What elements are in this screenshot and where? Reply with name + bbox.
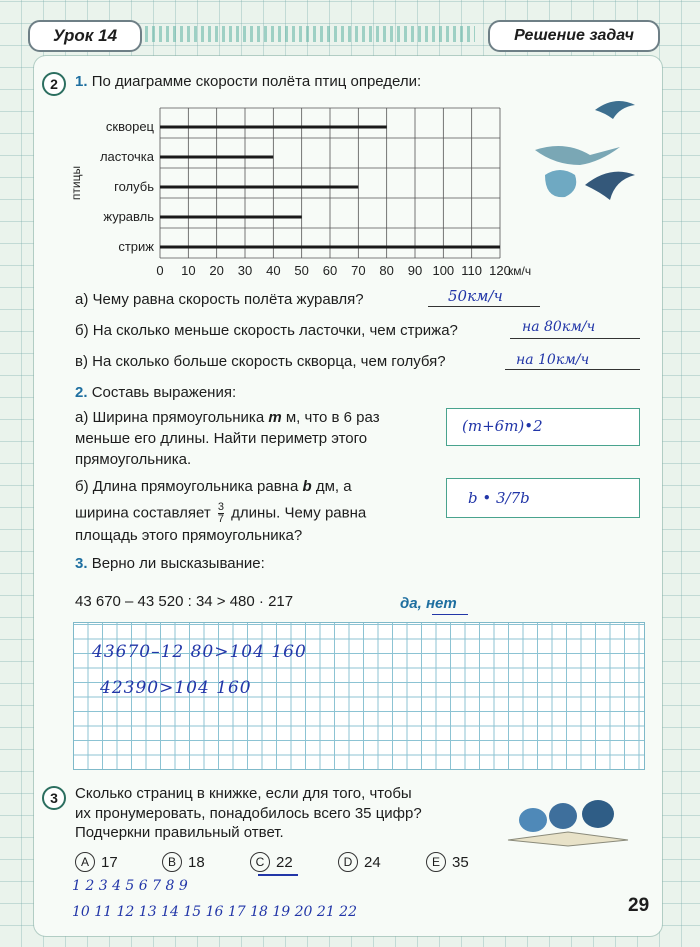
question-c: в) На сколько больше скорость скворца, чем голубя? [75, 353, 446, 370]
task-badge-2: 2 [42, 72, 66, 96]
option-d[interactable] [338, 852, 381, 872]
expr-a-line2: меньше его длины. Найти периметр этого [75, 430, 368, 447]
answer-a-line [428, 306, 540, 307]
underline-no [432, 614, 468, 615]
x-tick-label: 10 [181, 263, 196, 278]
option-b[interactable] [162, 852, 205, 872]
item3-text: Верно ли высказывание: [91, 555, 265, 572]
underline-answer [258, 874, 298, 876]
option-c-value: 22 [276, 853, 293, 871]
expr-b-var: b [302, 478, 312, 495]
topic-label: Решение задач [488, 20, 660, 52]
x-tick-label: 0 [156, 263, 164, 278]
option-d-value: 24 [364, 853, 381, 871]
x-tick-label: 120 [489, 263, 511, 278]
x-tick-label: 100 [432, 263, 455, 278]
expr-b-line1 [75, 477, 352, 497]
option-b-letter: В [162, 852, 182, 872]
option-b-value: 18 [188, 853, 205, 871]
answer-c: на 10км/ч [516, 352, 590, 368]
yes-no: да, нет [400, 595, 457, 612]
x-tick-label: 80 [379, 263, 394, 278]
item3-heading [75, 554, 265, 574]
option-d-letter: D [338, 852, 358, 872]
expr-b-line1-text: б) Длина прямоугольника равна [75, 478, 299, 495]
x-tick-label: 110 [461, 263, 483, 278]
expr-b-line3: площадь этого прямоугольника? [75, 527, 303, 544]
task3-line2: их пронумеровать, понадобилось всего 35 цифр? [75, 805, 422, 822]
item2-number: 2. [75, 384, 88, 401]
task3-work-row1: 1 2 3 4 5 6 7 8 9 [72, 878, 188, 894]
x-tick-label: 50 [294, 263, 309, 278]
x-tick-label: 60 [322, 263, 338, 278]
expr-a-line1 [75, 408, 380, 428]
question-a: а) Чему равна скорость полёта журавля? [75, 291, 364, 308]
category-label: журавль [103, 209, 154, 224]
answer-c-line [505, 369, 640, 370]
x-tick-label: 70 [351, 263, 366, 278]
expr-b-line1-rest: дм, а [315, 478, 352, 495]
work-line-2: 42390>104 160 [100, 678, 252, 698]
expr-b-line2a: ширина составляет [75, 504, 211, 522]
category-label: скворец [105, 119, 154, 134]
item1-number: 1. [75, 73, 88, 90]
expr-b-line2 [75, 502, 366, 525]
item2-heading [75, 383, 236, 403]
lesson-label: Урок 14 [28, 20, 142, 52]
y-axis-label: птицы [69, 165, 83, 201]
answer-b-line [510, 338, 640, 339]
task3-line3: Подчеркни правильный ответ. [75, 824, 284, 841]
birds-illustration [525, 90, 645, 220]
birds-reading-illustration [498, 790, 638, 850]
item2-text: Составь выражения: [91, 384, 237, 401]
fraction-numerator: 3 [217, 501, 224, 513]
task-badge-3: 3 [42, 786, 66, 810]
expr-a-line1-text: а) Ширина прямоугольника [75, 409, 265, 426]
option-a-value: 17 [101, 853, 118, 871]
x-tick-label: 40 [266, 263, 281, 278]
item1-text: По диаграмме скорости полёта птиц определи: [91, 73, 422, 90]
work-line-1: 43670–12 80>104 160 [92, 642, 307, 662]
option-e-value: 35 [452, 853, 469, 871]
x-tick-label: 20 [209, 263, 224, 278]
question-b: б) На сколько меньше скорость ласточки, чем стрижа? [75, 322, 458, 339]
expr-b-answer: b • 3/7b [468, 489, 530, 507]
expr-b-line2b: длины. Чему равна [231, 504, 367, 522]
fraction-denominator: 7 [217, 513, 224, 525]
page-number: 29 [628, 895, 650, 916]
x-tick-label: 90 [407, 263, 423, 278]
header-decoration [145, 26, 475, 42]
expr-a-line1-rest: м, что в 6 раз [285, 409, 380, 426]
bird-speed-chart [60, 100, 540, 290]
expr-a-line3: прямоугольника. [75, 451, 192, 468]
option-a-letter: А [75, 852, 95, 872]
category-label: голубь [114, 179, 154, 194]
task3-work-row2: 10 11 12 13 14 15 16 17 18 19 20 21 22 [72, 904, 357, 920]
category-label: стриж [118, 239, 154, 254]
x-tick-label: 30 [237, 263, 253, 278]
option-e-letter: Е [426, 852, 446, 872]
item3-number: 3. [75, 555, 88, 572]
task3-line1: Сколько страниц в книжке, если для того, чтобы [75, 785, 412, 802]
category-label: ласточка [99, 149, 154, 164]
option-c[interactable] [250, 852, 293, 872]
option-a[interactable] [75, 852, 118, 872]
x-axis-unit: км/ч [508, 264, 532, 278]
answer-a: 50км/ч [448, 287, 503, 305]
option-e[interactable] [426, 852, 469, 872]
item1-heading [75, 72, 421, 92]
statement: 43 670 – 43 520 : 34 > 480 · 217 [75, 593, 294, 610]
fraction [218, 502, 224, 525]
option-c-letter: С [250, 852, 270, 872]
answer-b: на 80км/ч [522, 319, 596, 335]
expr-a-var: m [268, 409, 282, 426]
expr-a-answer: (m+6m)•2 [462, 417, 543, 435]
